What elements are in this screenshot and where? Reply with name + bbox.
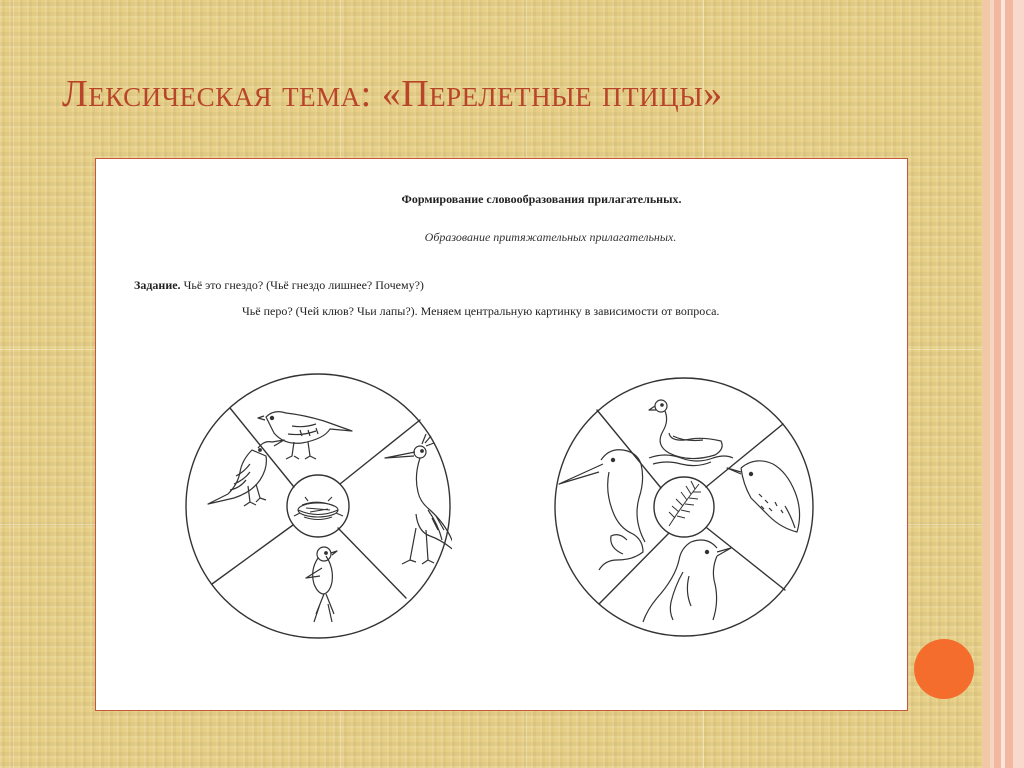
nest-icon	[294, 497, 343, 520]
heron-icon	[559, 450, 645, 570]
worksheet-heading: Формирование словообразования прилагательных.	[401, 192, 682, 206]
slide-title: Лексическая тема: «Перелетные птицы»	[62, 73, 723, 115]
crow-icon	[208, 440, 284, 506]
thrush-icon	[727, 461, 800, 532]
swallow-icon	[306, 547, 337, 622]
feather-icon	[669, 481, 701, 526]
duck-icon	[649, 400, 733, 466]
task-label: Задание.	[134, 278, 181, 292]
task-question-nest: Чьё это гнездо? (Чьё гнездо лишнее? Почему?)	[183, 278, 424, 292]
accent-dot	[914, 639, 974, 699]
worksheet-frame	[95, 158, 908, 711]
task-line-1	[134, 278, 424, 293]
penguin-icon	[643, 540, 731, 622]
worksheet-subheading: Образование притяжательных прилагательных.	[424, 230, 677, 244]
stork-icon	[385, 434, 452, 564]
task-line-2: Чьё перо? (Чей клюв? Чьи лапы?). Меняем центральную картинку в зависимости от вопроса.	[242, 304, 720, 318]
wheel-right	[553, 376, 815, 638]
grid-line	[13, 0, 14, 768]
wheel-left	[184, 372, 452, 640]
side-stripes	[982, 0, 1024, 768]
bird-icon	[258, 412, 352, 459]
